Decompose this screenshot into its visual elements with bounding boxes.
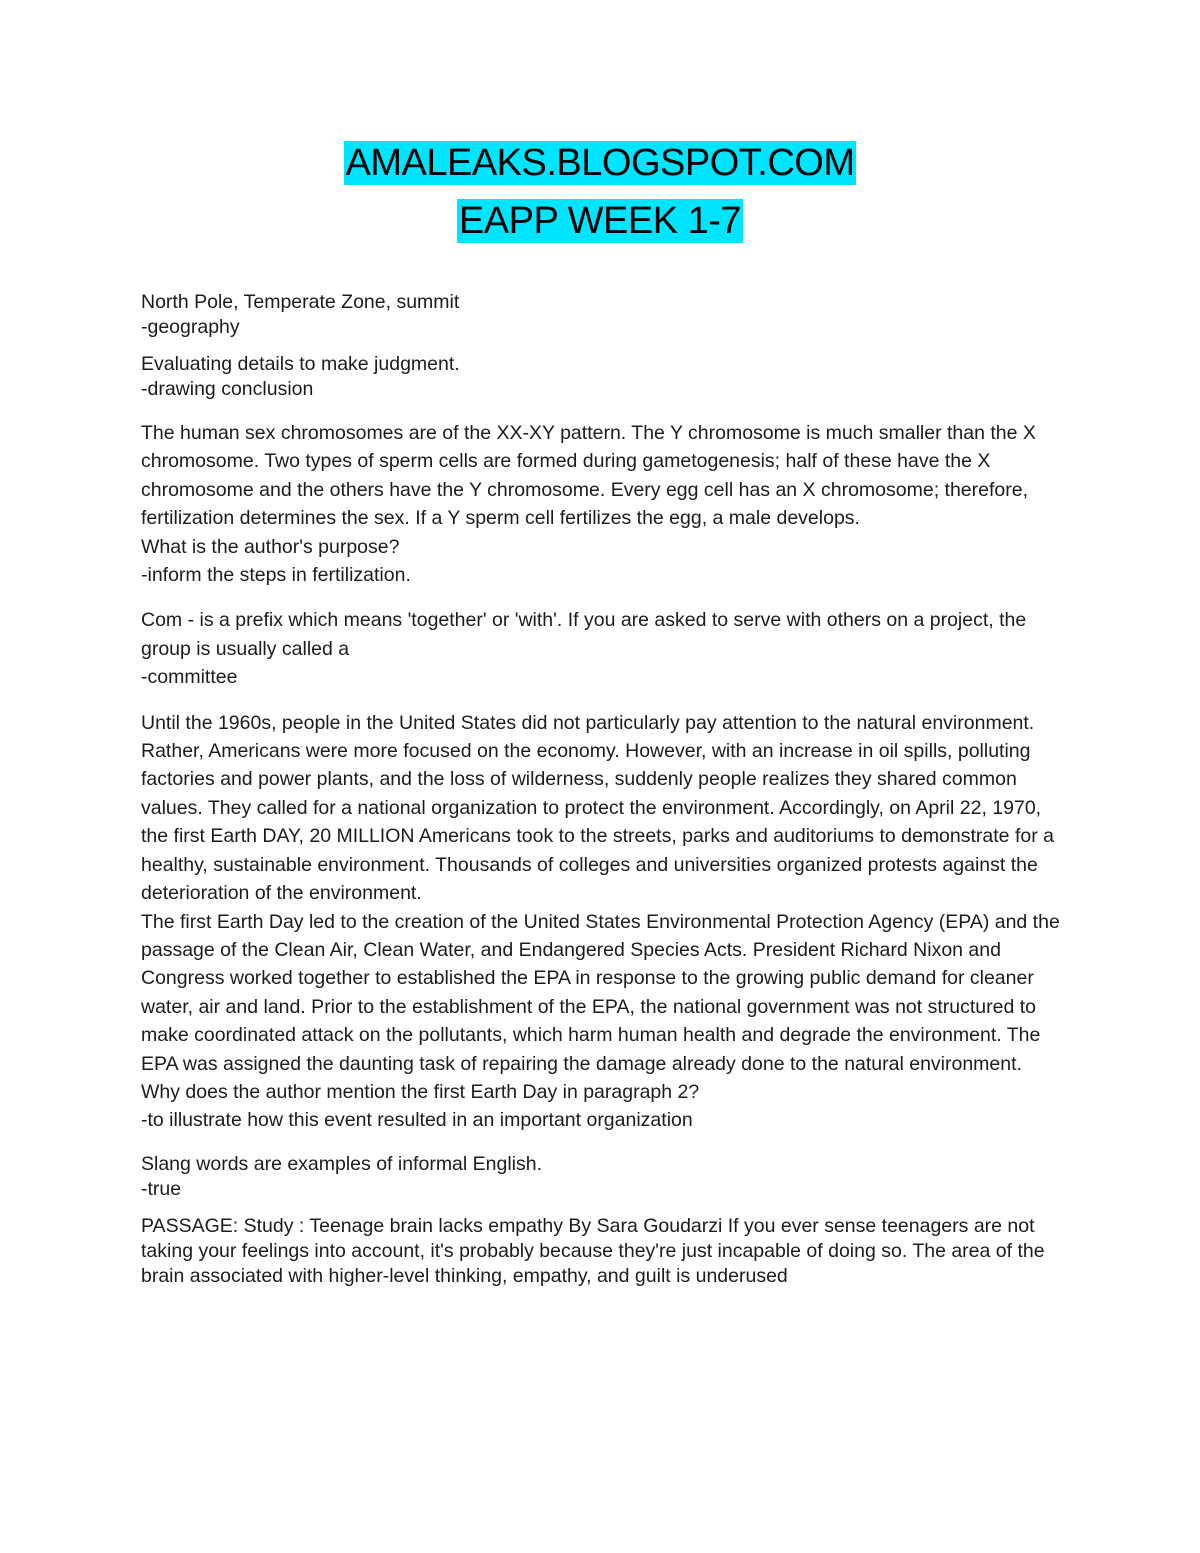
answer-text: -geography <box>141 316 240 338</box>
passage-paragraph: PASSAGE: Study : Teenage brain lacks empathy By Sara Goudarzi If you ever sense teenagers are not taking your feelings into account, it's probably because they're just incapable of doing so. The area of the brain associated with higher-level thinking, empathy, and guilt is underused <box>141 1214 1045 1287</box>
passage-paragraph: The first Earth Day led to the creation of the United States Environmental Protection Agency (EPA) and the passage of the Clean Air, Clean Water, and Endangered Species Acts. President Richard Nixon and Congress worked together to established the EPA in response to the growing public demand for cleaner water, air and land. Prior to the establishment of the EPA, the national government was not structured to make coordinated attack on the pollutants, which harm human health and degrade the environment. The EPA was assigned the daunting task of repairing the damage already done to the natural environment. <box>141 910 1060 1075</box>
qa-item-6 <box>141 1152 1066 1202</box>
answer-text: -true <box>141 1177 182 1200</box>
qa-item-1 <box>141 290 1066 340</box>
qa-item-3 <box>141 419 1066 589</box>
qa-item-2 <box>141 352 1066 402</box>
qa-item-4 <box>141 606 1066 691</box>
passage-paragraph: The human sex chromosomes are of the XX-XY pattern. The Y chromosome is much smaller than the X chromosome. Two types of sperm cells are formed during gametogenesis; half of these have the X chromosome and the others have the Y chromosome. Every egg cell has an X chromosome; therefore, fertilization determines the sex. If a Y sperm cell fertilizes the egg, a male develops. <box>141 422 1036 530</box>
title-week-block <box>0 199 1200 243</box>
passage-paragraph: Until the 1960s, people in the United States did not particularly pay attention to the natural environment. Rather, Americans were more focused on the economy. However, with an increase in oil spills, polluting factories and power plants, and the loss of wilderness, suddenly people realizes they shared common values. They called for a national organization to protect the environment. Accordingly, on April 22, 1970, the first Earth DAY, 20 MILLION Americans took to the streets, parks and auditoriums to demonstrate for a healthy, sustainable environment. Thousands of colleges and universities organized protests against the deterioration of the environment. <box>141 711 1054 905</box>
document-body <box>141 290 1066 1289</box>
qa-item-7 <box>141 1214 1066 1289</box>
question-text: Com - is a prefix which means 'together' or 'with'. If you are asked to serve with others on a project, the group is usually called a <box>141 609 1027 660</box>
question-text: North Pole, Temperate Zone, summit <box>141 291 460 313</box>
answer-text: -committee <box>141 666 238 689</box>
answer-text: -drawing conclusion <box>141 378 314 400</box>
question-text: Slang words are examples of informal English. <box>141 1152 543 1175</box>
answer-text: -to illustrate how this event resulted in an important organization <box>141 1109 693 1132</box>
question-text: What is the author's purpose? <box>141 535 400 558</box>
qa-item-5 <box>141 709 1066 1135</box>
question-text: Why does the author mention the first Earth Day in paragraph 2? <box>141 1080 700 1103</box>
site-title: AMALEAKS.BLOGSPOT.COM <box>345 142 855 184</box>
title-site-block <box>0 141 1200 185</box>
question-text: Evaluating details to make judgment. <box>141 353 460 375</box>
week-title: EAPP WEEK 1-7 <box>458 200 742 242</box>
answer-text: -inform the steps in fertilization. <box>141 564 411 587</box>
